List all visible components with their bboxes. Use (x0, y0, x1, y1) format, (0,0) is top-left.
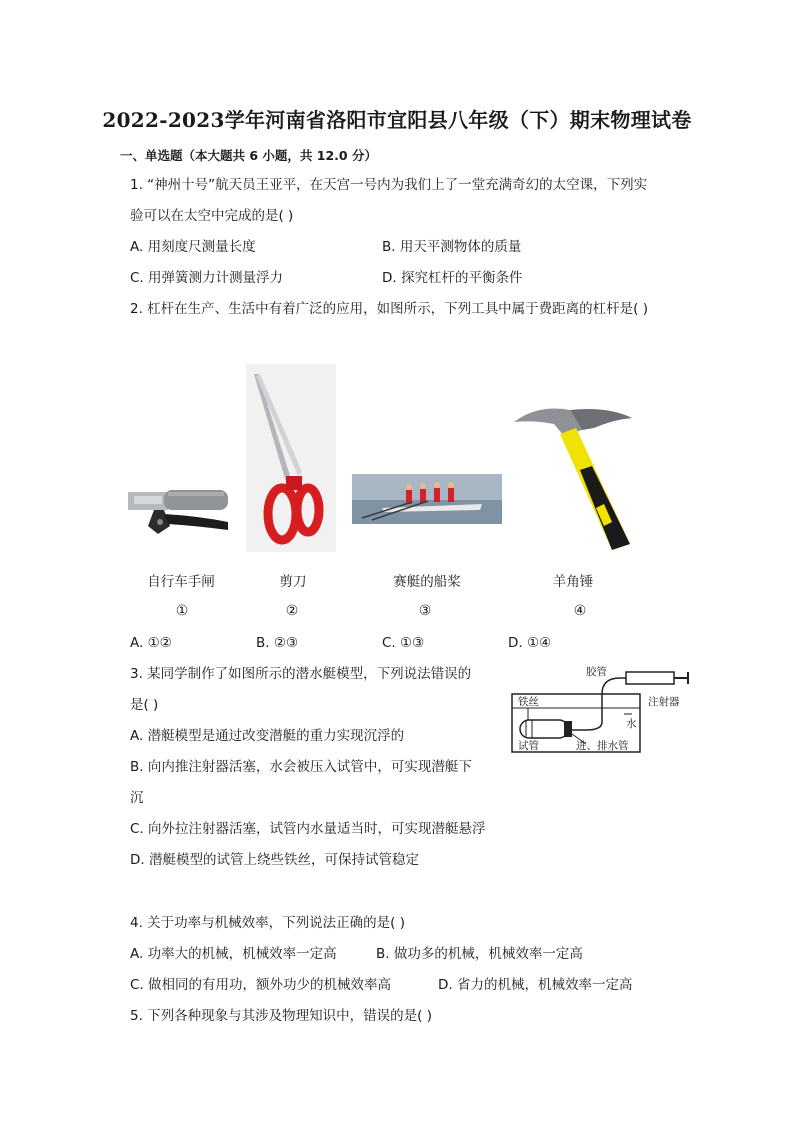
q2-number-3: ③ (418, 603, 432, 619)
q5-stem: 5. 下列各种现象与其涉及物理知识中，错误的是( ) (130, 1008, 432, 1024)
q1-stem-line2: 验可以在太空中完成的是( ) (130, 208, 294, 224)
q3-option-a: A. 潜艇模型是通过改变潜艇的重力实现沉浮的 (130, 728, 405, 744)
q1-option-b: B. 用天平测物体的质量 (382, 239, 522, 255)
q2-caption-4: 羊角锤 (552, 574, 594, 590)
label-tube: 试管 (518, 740, 539, 752)
submarine-model-figure (506, 664, 692, 756)
q2-caption-3: 赛艇的船桨 (393, 574, 461, 590)
label-water: 水 (626, 718, 637, 730)
label-syringe: 注射器 (648, 696, 680, 708)
q1-option-a: A. 用刻度尺测量长度 (130, 239, 256, 255)
q1-stem-line1: 1. “神州十号”航天员王亚平，在天宫一号内为我们上了一堂充满奇幻的太空课，下列实 (130, 177, 648, 193)
q2-caption-2: 剪刀 (279, 574, 307, 590)
q2-number-2: ② (285, 603, 299, 619)
q4-option-a: A. 功率大的机械，机械效率一定高 (130, 946, 337, 962)
q2-number-4: ④ (573, 603, 587, 619)
q3-stem-line1: 3. 某同学制作了如图所示的潜水艇模型，下列说法错误的 (130, 666, 472, 682)
q3-option-b-line1: B. 向内推注射器活塞，水会被压入试管中，可实现潜艇下 (130, 759, 472, 775)
q3-option-b-line2: 沉 (130, 790, 144, 806)
q2-option-d: D. ①④ (508, 635, 552, 651)
page-title: 2022-2023学年河南省洛阳市宜阳县八年级（下）期末物理试卷 (102, 108, 692, 132)
label-pipe: 进、排水管 (576, 740, 629, 752)
bike-brake-image (128, 486, 232, 546)
q2-option-c: C. ①③ (382, 635, 425, 651)
q3-stem-line2: 是( ) (130, 697, 159, 713)
label-hose: 胶管 (586, 666, 607, 678)
q2-stem: 2. 杠杆在生产、生活中有着广泛的应用，如图所示，下列工具中属于费距离的杠杆是( ) (130, 301, 648, 317)
q2-caption-1: 自行车手闸 (147, 574, 215, 590)
q4-option-b: B. 做功多的机械，机械效率一定高 (376, 946, 583, 962)
q3-option-d: D. 潜艇模型的试管上绕些铁丝，可保持试管稳定 (130, 852, 419, 868)
scissors-image (246, 364, 336, 552)
q2-option-b: B. ②③ (256, 635, 299, 651)
q2-number-1: ① (175, 603, 189, 619)
q1-option-c: C. 用弹簧测力计测量浮力 (130, 270, 284, 286)
q4-option-c: C. 做相同的有用功，额外功少的机械效率高 (130, 977, 392, 993)
q4-option-d: D. 省力的机械，机械效率一定高 (438, 977, 633, 993)
q1-option-d: D. 探究杠杆的平衡条件 (382, 270, 523, 286)
claw-hammer-image (508, 400, 638, 554)
label-wire: 铁丝 (518, 696, 539, 708)
rowing-boat-image (352, 474, 502, 524)
section-heading: 一、单选题（本大题共 6 小题，共 12.0 分） (120, 148, 377, 163)
q4-stem: 4. 关于功率与机械效率，下列说法正确的是( ) (130, 915, 405, 931)
q3-option-c: C. 向外拉注射器活塞，试管内水量适当时，可实现潜艇悬浮 (130, 821, 486, 837)
q2-option-a: A. ①② (130, 635, 172, 651)
